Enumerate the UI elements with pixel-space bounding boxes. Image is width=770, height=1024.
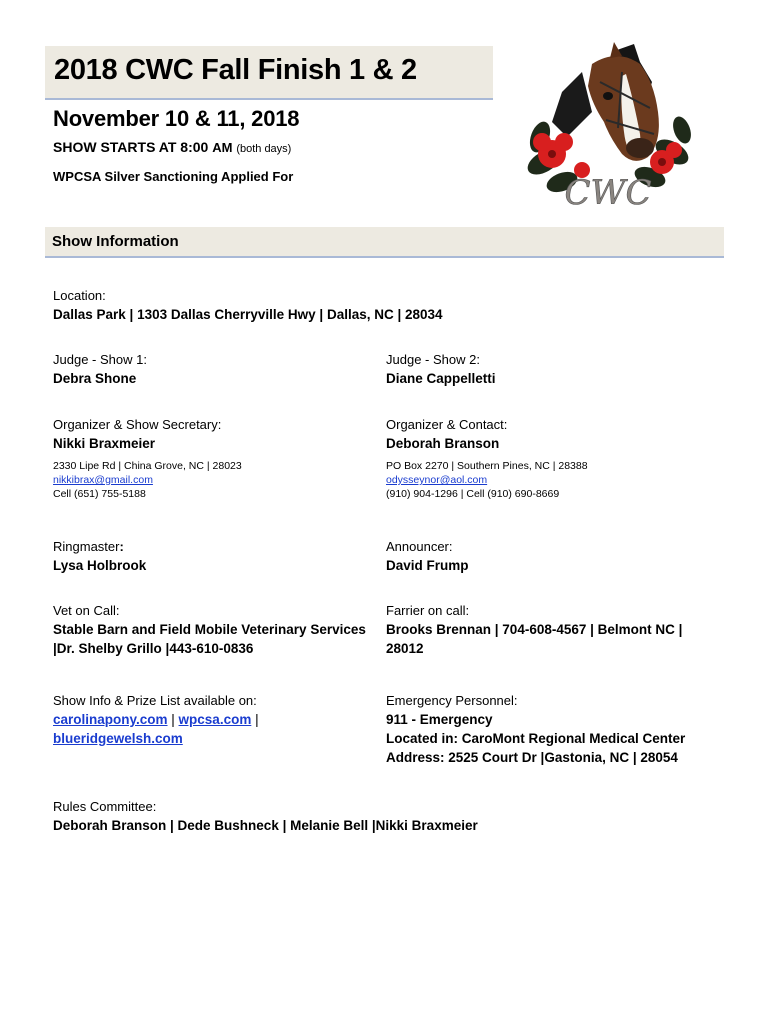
rules-committee-block [53, 798, 478, 835]
blueridgewelsh-link[interactable]: blueridgewelsh.com [53, 731, 183, 746]
organizer-1-name: Nikki Braxmeier [53, 436, 156, 451]
location-value: Dallas Park | 1303 Dallas Cherryville Hwy | Dallas, NC | 28034 [53, 307, 443, 322]
organizer-2-label: Organizer & Contact: [386, 417, 508, 432]
farrier-block [386, 602, 682, 658]
show-start-text: SHOW STARTS AT 8:00 [53, 139, 209, 155]
carolinapony-link[interactable]: carolinapony.com [53, 712, 168, 727]
judge-show-2 [386, 351, 496, 388]
show-dates: November 10 & 11, 2018 [53, 106, 300, 131]
show-info-links-row-2 [53, 729, 259, 748]
farrier-line-2: 28012 [386, 641, 424, 656]
show-start-am: AM [212, 140, 233, 155]
ringmaster-block [53, 538, 146, 575]
farrier-line-1: Brooks Brennan | 704-608-4567 | Belmont NC | [386, 622, 683, 637]
show-start-time [53, 139, 291, 155]
vet-block [53, 602, 366, 658]
organizer-1-label: Organizer & Show Secretary: [53, 417, 222, 432]
link-separator-2: | [251, 712, 259, 727]
ringmaster-name: Lysa Holbrook [53, 558, 147, 573]
announcer-label: Announcer: [386, 539, 453, 554]
location-block [53, 287, 443, 324]
organizer-contact [386, 416, 588, 501]
page-title: 2018 CWC Fall Finish 1 & 2 [54, 54, 417, 86]
organizer-1-email-link[interactable]: nikkibrax@gmail.com [53, 474, 153, 486]
title-box [45, 46, 493, 100]
judge-1-name: Debra Shone [53, 371, 137, 386]
emergency-label: Emergency Personnel: [386, 693, 518, 708]
emergency-line-2: Located in: CaroMont Regional Medical Center [386, 731, 686, 746]
organizer-2-name: Deborah Branson [386, 436, 500, 451]
show-info-label: Show Info & Prize List available on: [53, 693, 257, 708]
show-start-note: (both days) [236, 143, 292, 155]
rules-label: Rules Committee: [53, 799, 157, 814]
emergency-line-1: 911 - Emergency [386, 712, 493, 727]
show-info-links-row-1 [53, 710, 259, 729]
vet-label: Vet on Call: [53, 603, 120, 618]
organizer-secretary [53, 416, 242, 501]
ringmaster-label-row [53, 538, 146, 556]
emergency-block [386, 692, 685, 767]
organizer-1-phone: Cell (651) 755-5188 [53, 488, 146, 500]
wpcsa-link[interactable]: wpcsa.com [178, 712, 252, 727]
location-label: Location: [53, 288, 106, 303]
section-title: Show Information [52, 233, 179, 250]
emergency-line-3: Address: 2525 Court Dr |Gastonia, NC | 28054 [386, 750, 678, 765]
show-info-block [53, 692, 259, 748]
horse-head-logo [522, 42, 694, 214]
organizer-2-address: PO Box 2270 | Southern Pines, NC | 28388 [386, 460, 588, 472]
vet-line-1: Stable Barn and Field Mobile Veterinary Services [53, 622, 366, 637]
judge-2-name: Diane Cappelletti [386, 371, 496, 386]
link-separator-1: | [167, 712, 179, 727]
judge-2-label: Judge - Show 2: [386, 352, 480, 367]
organizer-1-address: 2330 Lipe Rd | China Grove, NC | 28023 [53, 460, 242, 472]
logo-text: CWC [564, 173, 652, 213]
farrier-label: Farrier on call: [386, 603, 470, 618]
ringmaster-colon: : [119, 539, 124, 554]
ringmaster-label: Ringmaster [53, 539, 120, 554]
organizer-2-phone: (910) 904-1296 | Cell (910) 690-8669 [386, 488, 560, 500]
section-header [45, 227, 724, 258]
judge-show-1 [53, 351, 147, 388]
judge-1-label: Judge - Show 1: [53, 352, 147, 367]
vet-line-2: |Dr. Shelby Grillo |443-610-0836 [53, 641, 254, 656]
announcer-name: David Frump [386, 558, 469, 573]
rules-members: Deborah Branson | Dede Bushneck | Melanie Bell |Nikki Braxmeier [53, 818, 478, 833]
sanctioning-note: WPCSA Silver Sanctioning Applied For [53, 169, 294, 184]
announcer-block [386, 538, 469, 575]
organizer-2-email-link[interactable]: odysseynor@aol.com [386, 474, 488, 486]
